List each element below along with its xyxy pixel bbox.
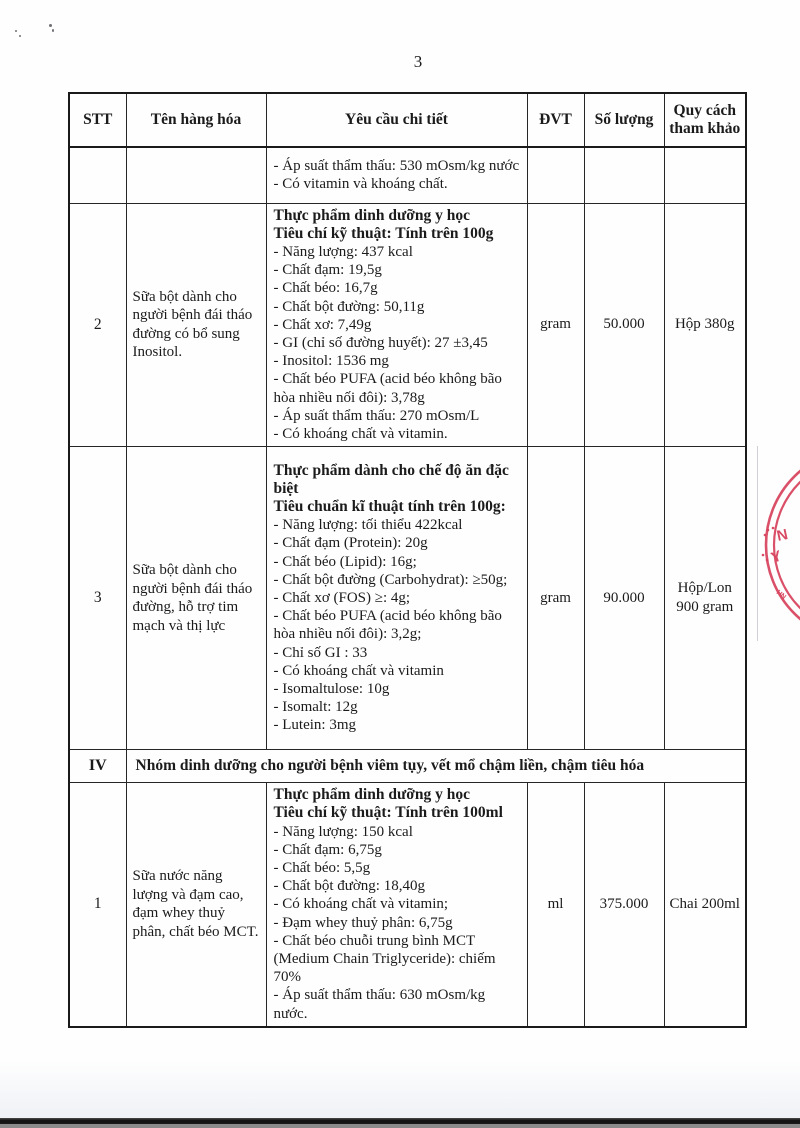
header-so-luong: Số lượng	[584, 93, 664, 147]
table-header-row	[69, 93, 746, 147]
detail-line: - Chất đạm: 19,5g	[273, 262, 382, 279]
detail-line: - Có khoáng chất và vitamin;	[273, 896, 449, 913]
detail-line: Tiêu chí kỹ thuật: Tính trên 100g	[273, 224, 494, 242]
product-specification-table	[68, 92, 747, 1028]
scan-speck	[19, 35, 21, 37]
header-stt: STT	[69, 93, 126, 147]
table-row-item-3	[69, 447, 746, 750]
detail-line: - Chỉ số GI : 33	[273, 644, 368, 661]
cell-stt: 1	[69, 783, 126, 1027]
detail-line: - Chất xơ (FOS) ≥: 4g;	[273, 590, 411, 607]
detail-line: - Đạm whey thuỷ phân: 6,75g	[273, 914, 453, 931]
cell-spec: Hộp 380g	[664, 203, 746, 447]
scan-shadow	[0, 1060, 800, 1118]
detail-line: - Năng lượng: tối thiểu 422kcal	[273, 517, 463, 534]
detail-line: - Chất béo PUFA (acid béo không bão hòa nhiều nối đôi): 3,2g;	[273, 608, 502, 643]
header-quy-cach: Quy cách tham khảo	[664, 93, 746, 147]
stamp-arc-text: HN	[774, 589, 787, 602]
header-yeu-cau-chi-tiet: Yêu cầu chi tiết	[266, 93, 527, 147]
detail-line: - Có khoáng chất và vitamin.	[273, 425, 448, 442]
detail-line: - Năng lượng: 437 kcal	[273, 243, 413, 260]
section-title: Nhóm dinh dưỡng cho người bệnh viêm tụy, vết mổ chậm liền, chậm tiêu hóa	[126, 750, 746, 783]
section-number: IV	[69, 750, 126, 783]
detail-line: - Isomalt: 12g	[273, 699, 358, 716]
detail-line: Thực phẩm dành cho chế độ ăn đặc biệt	[273, 461, 509, 497]
stamp-letter: N	[775, 526, 790, 545]
detail-line: Thực phẩm dinh dưỡng y học	[273, 206, 470, 224]
cell-stt	[69, 147, 126, 203]
detail-line: - Chất đạm: 6,75g	[273, 841, 382, 858]
cell-unit	[527, 147, 584, 203]
table-section-row-iv	[69, 750, 746, 783]
cell-quantity: 50.000	[584, 203, 664, 447]
detail-line: - Lutein: 3mg	[273, 717, 356, 734]
red-circular-stamp-icon	[738, 443, 800, 648]
cell-unit: gram	[527, 203, 584, 447]
cell-spec	[664, 147, 746, 203]
cell-details	[266, 147, 527, 203]
detail-line: - Chất xơ: 7,49g	[273, 316, 372, 333]
cell-product-name	[126, 147, 266, 203]
detail-line: - Chất béo: 5,5g	[273, 859, 371, 876]
cell-product-name: Sữa bột dành cho người bệnh đái tháo đường có bổ sung Inositol.	[126, 203, 266, 447]
detail-line: - Chất bột đường: 18,40g	[273, 878, 425, 895]
detail-line: - Chất bột đường (Carbohydrat): ≥50g;	[273, 571, 508, 588]
detail-line: - Áp suất thẩm thấu: 530 mOsm/kg nước	[273, 158, 520, 175]
detail-line: Tiêu chí kỹ thuật: Tính trên 100ml	[273, 804, 503, 822]
scan-speck	[52, 29, 54, 32]
scan-speck	[15, 30, 17, 32]
cell-spec: Hộp/Lon 900 gram	[664, 447, 746, 750]
cell-details	[266, 203, 527, 447]
detail-line: - Isomaltulose: 10g	[273, 681, 390, 698]
detail-line: - Áp suất thẩm thấu: 270 mOsm/L	[273, 407, 480, 424]
cell-stt: 2	[69, 203, 126, 447]
page-number: 3	[413, 52, 423, 71]
cell-quantity: 90.000	[584, 447, 664, 750]
detail-line: - Chất béo (Lipid): 16g;	[273, 553, 417, 570]
cell-quantity: 375.000	[584, 783, 664, 1027]
cell-spec: Chai 200ml	[664, 783, 746, 1027]
header-ten-hang-hoa: Tên hàng hóa	[126, 93, 266, 147]
cell-details	[266, 783, 527, 1027]
detail-line: Tiêu chuẩn kĩ thuật tính trên 100g:	[273, 498, 506, 516]
detail-line: - Chất béo chuỗi trung bình MCT (Medium Chain Triglyceride): chiếm 70%	[273, 932, 496, 986]
table-row-item-iv-1	[69, 783, 746, 1027]
cell-product-name: Sữa nước năng lượng và đạm cao, đạm whey thuỷ phân, chất béo MCT.	[126, 783, 266, 1027]
cell-quantity	[584, 147, 664, 203]
detail-line: - Chất béo PUFA (acid béo không bão hòa nhiều nối đôi): 3,78g	[273, 371, 502, 406]
detail-line: - Năng lượng: 150 kcal	[273, 823, 413, 840]
detail-line: - GI (chỉ số đường huyết): 27 ±3,45	[273, 334, 488, 351]
cell-stt: 3	[69, 447, 126, 750]
cell-product-name: Sữa bột dành cho người bệnh đái tháo đường, hỗ trợ tim mạch và thị lực	[126, 447, 266, 750]
stamp-letter: Y	[768, 547, 784, 567]
header-dvt: ĐVT	[527, 93, 584, 147]
detail-line: - Có khoáng chất và vitamin	[273, 662, 444, 679]
detail-line: - Áp suất thẩm thấu: 630 mOsm/kg nước.	[273, 987, 486, 1022]
detail-line: - Chất bột đường: 50,11g	[273, 298, 425, 315]
cell-unit: ml	[527, 783, 584, 1027]
scan-speck	[49, 24, 52, 27]
table-row-continuation	[69, 147, 746, 203]
detail-line: - Inositol: 1536 mg	[273, 353, 389, 370]
detail-line: Thực phẩm dinh dưỡng y học	[273, 786, 470, 804]
table-row-item-2	[69, 203, 746, 447]
detail-line: - Có vitamin và khoáng chất.	[273, 176, 448, 193]
cell-unit: gram	[527, 447, 584, 750]
cell-details	[266, 447, 527, 750]
scanner-edge-bar-lower	[0, 1124, 800, 1128]
detail-line: - Chất đạm (Protein): 20g	[273, 535, 428, 552]
detail-line: - Chất béo: 16,7g	[273, 280, 378, 297]
